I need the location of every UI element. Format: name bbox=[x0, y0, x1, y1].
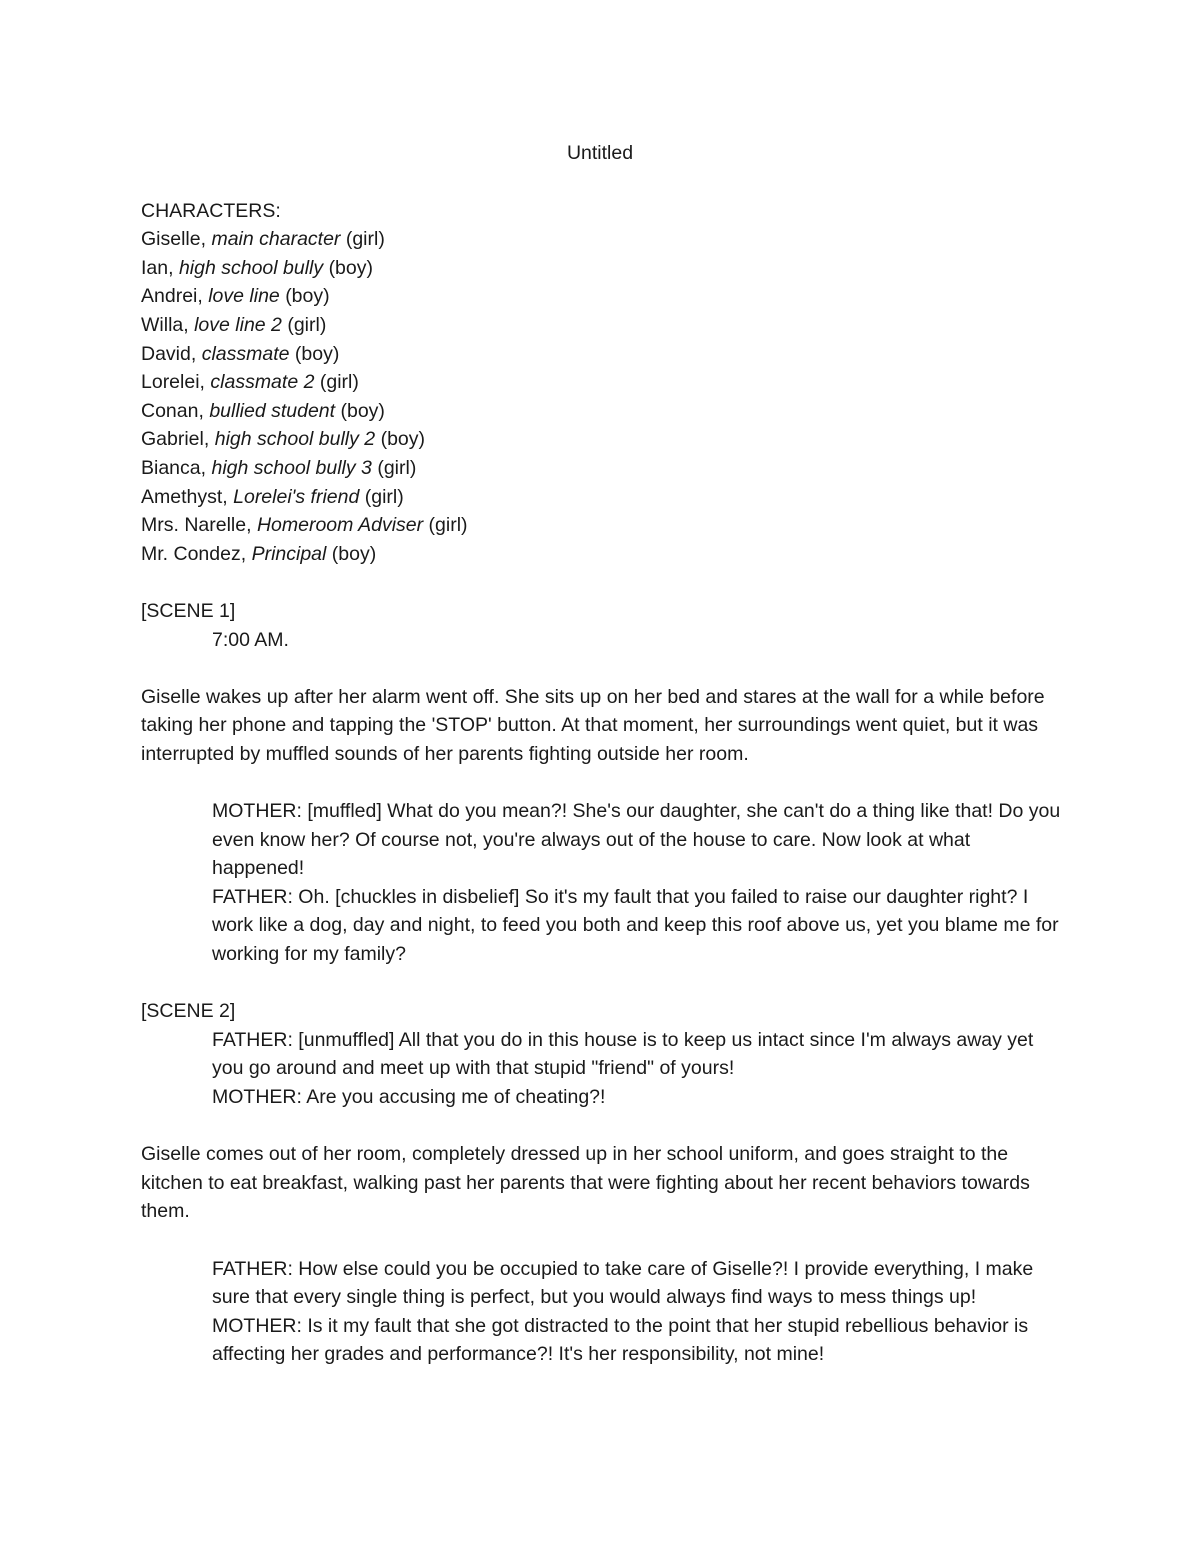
character-role: main character bbox=[211, 228, 341, 251]
character-item: Conan, bullied student (boy) bbox=[141, 399, 385, 422]
character-role: high school bully 3 bbox=[211, 456, 372, 479]
character-gender: (boy) bbox=[294, 342, 340, 365]
character-name: Giselle bbox=[141, 228, 201, 251]
character-role: classmate bbox=[201, 342, 290, 365]
character-name: Mrs. Narelle bbox=[141, 514, 247, 537]
character-gender: (boy) bbox=[340, 399, 385, 422]
character-name: Gabriel bbox=[141, 428, 204, 451]
character-gender: (boy) bbox=[285, 285, 330, 308]
character-gender: (girl) bbox=[287, 313, 327, 336]
character-gender: (girl) bbox=[428, 514, 468, 537]
scene-narration: Giselle wakes up after her alarm went off. She sits up on her bed and stares at the wall for a while before taking her phone and tapping the 'STOP' button. At that moment, her surroundings went quiet, but it was interrupted by muffled sounds of her parents fighting outside her room. bbox=[141, 685, 1045, 765]
scene-heading: [SCENE 1] bbox=[141, 599, 236, 622]
scene-heading: [SCENE 2] bbox=[141, 1000, 236, 1023]
dialogue-line: FATHER: Oh. [chuckles in disbelief] So it's my fault that you failed to raise our daughter right? I work like a dog, day and night, to feed you both and keep this roof above us, yet you blame me for working for my family? bbox=[212, 885, 1059, 966]
characters-heading: CHARACTERS: bbox=[141, 199, 281, 222]
character-role: Homeroom Adviser bbox=[256, 514, 424, 537]
character-gender: (girl) bbox=[345, 228, 385, 251]
character-item: Gabriel, high school bully 2 (boy) bbox=[141, 428, 426, 451]
scene-2 bbox=[141, 997, 1061, 1369]
character-name: David bbox=[141, 342, 191, 365]
character-item: David, classmate (boy) bbox=[141, 342, 340, 365]
character-name: Conan bbox=[141, 399, 199, 422]
character-role: high school bully bbox=[178, 256, 324, 279]
character-item: Giselle, main character (girl) bbox=[141, 228, 385, 251]
character-role: love line 2 bbox=[194, 313, 282, 336]
document-title: Untitled bbox=[566, 142, 634, 164]
dialogue-line: MOTHER: Is it my fault that she got distracted to the point that her stupid rebellious behavior is affecting her grades and performance?! It's her responsibility, not mine! bbox=[212, 1314, 1029, 1366]
character-role: Principal bbox=[251, 542, 327, 565]
scene-1 bbox=[141, 597, 1061, 969]
dialogue-line: FATHER: [unmuffled] All that you do in this house is to keep us intact since I'm always away yet you go around and meet up with that stupid "friend" of yours! bbox=[212, 1028, 1034, 1080]
character-name: Lorelei bbox=[141, 371, 200, 394]
character-name: Amethyst bbox=[141, 485, 223, 508]
character-list bbox=[141, 225, 1061, 568]
characters-section bbox=[141, 197, 1061, 569]
character-role: love line bbox=[208, 285, 280, 308]
character-name: Mr. Condez bbox=[141, 542, 241, 565]
character-name: Bianca bbox=[141, 456, 201, 479]
character-name: Andrei bbox=[141, 285, 198, 308]
character-name: Ian bbox=[141, 256, 169, 279]
document-page bbox=[141, 139, 1061, 1369]
character-item: Andrei, love line (boy) bbox=[141, 285, 330, 308]
character-item: Lorelei, classmate 2 (girl) bbox=[141, 371, 359, 394]
character-item: Willa, love line 2 (girl) bbox=[141, 313, 327, 336]
character-gender: (girl) bbox=[319, 371, 359, 394]
character-item: Ian, high school bully (boy) bbox=[141, 256, 373, 279]
character-role: bullied student bbox=[209, 399, 336, 422]
character-gender: (boy) bbox=[380, 428, 426, 451]
character-item: Amethyst, Lorelei's friend (girl) bbox=[141, 485, 404, 508]
character-item: Bianca, high school bully 3 (girl) bbox=[141, 456, 417, 479]
scene-time: 7:00 AM. bbox=[212, 628, 289, 651]
character-item: Mrs. Narelle, Homeroom Adviser (girl) bbox=[141, 514, 468, 537]
character-role: Lorelei's friend bbox=[233, 485, 360, 508]
character-role: high school bully 2 bbox=[214, 428, 376, 451]
character-gender: (girl) bbox=[377, 456, 417, 479]
scene-narration: Giselle comes out of her room, completely dressed up in her school uniform, and goes straight to the kitchen to eat breakfast, walking past her parents that were fighting about her recent behaviors towards them. bbox=[141, 1143, 1030, 1223]
character-role: classmate 2 bbox=[210, 371, 315, 394]
character-item: Mr. Condez, Principal (boy) bbox=[141, 542, 377, 565]
character-name: Willa bbox=[141, 313, 184, 336]
dialogue-line: MOTHER: [muffled] What do you mean?! She's our daughter, she can't do a thing like that! Do you even know her? Of course not, you're always out of the house to care. Now look at what happened! bbox=[212, 800, 1061, 880]
character-gender: (boy) bbox=[331, 542, 377, 565]
dialogue-line: MOTHER: Are you accusing me of cheating?! bbox=[212, 1086, 606, 1108]
dialogue-line: FATHER: How else could you be occupied to take care of Giselle?! I provide everything, I make sure that every single thing is perfect, but you would always find ways to mess things up! bbox=[212, 1257, 1034, 1309]
character-gender: (girl) bbox=[364, 485, 404, 508]
character-gender: (boy) bbox=[328, 256, 373, 279]
